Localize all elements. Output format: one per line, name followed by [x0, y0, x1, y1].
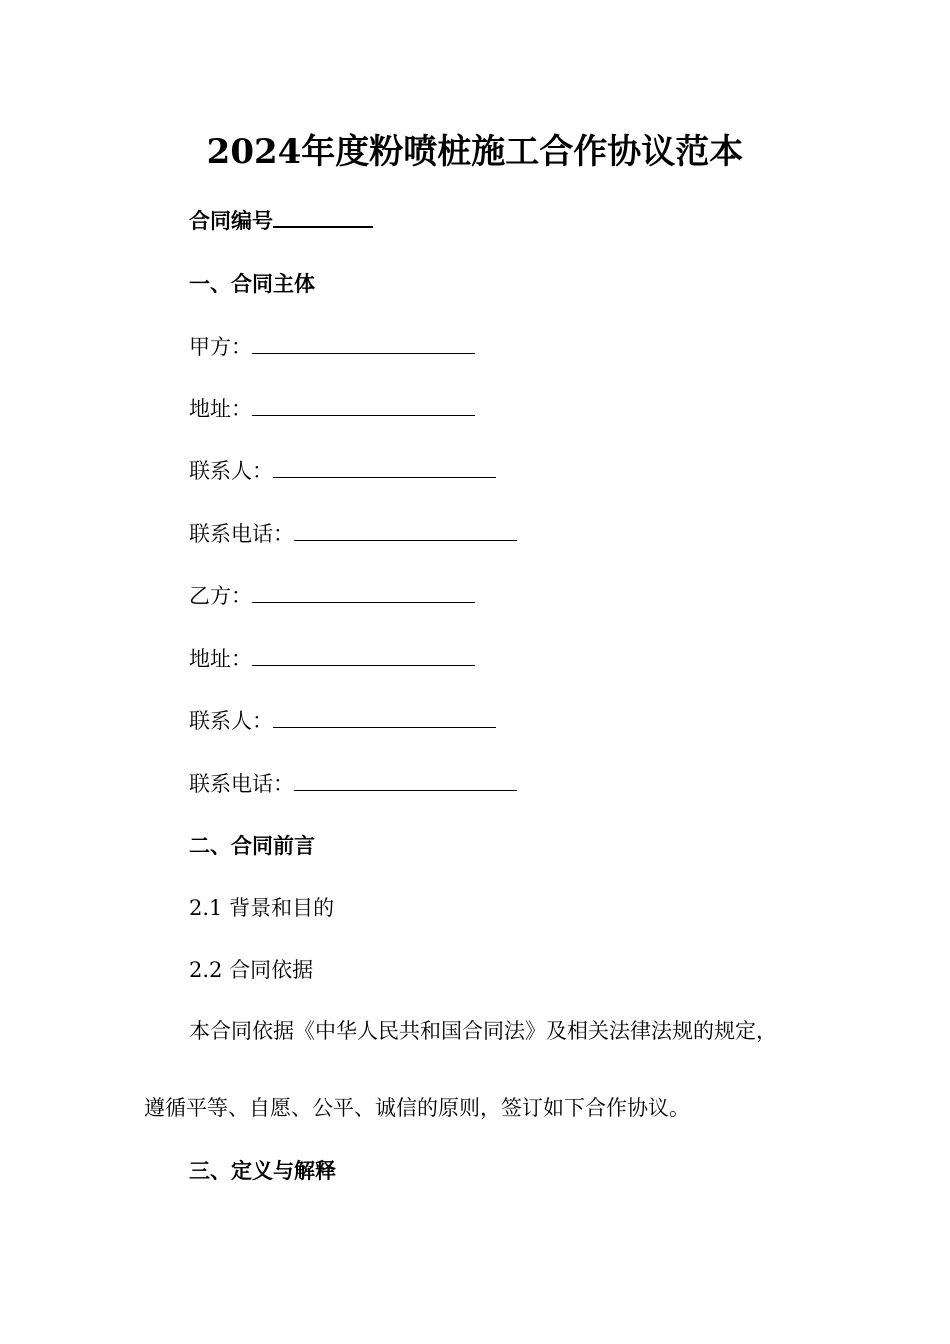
section2-paragraph-line-1: 本合同依据《中华人民共和国合同法》及相关法律法规的规定，	[189, 1019, 777, 1043]
party-a-phone-blank[interactable]	[294, 522, 517, 541]
contract-number-row	[189, 206, 373, 236]
section3-heading: 三、定义与解释	[189, 1158, 336, 1183]
party-b-phone-row	[189, 769, 517, 799]
contract-number-blank[interactable]	[273, 208, 373, 228]
party-a-blank[interactable]	[252, 335, 475, 354]
section2-heading: 二、合同前言	[189, 833, 315, 858]
document-title: 2024年度粉喷桩施工合作协议范本	[206, 132, 744, 172]
contract-number-label: 合同编号	[189, 208, 273, 233]
party-b-address-label: 地址：	[189, 647, 252, 671]
party-a-contact-label: 联系人：	[189, 459, 273, 483]
party-b-address-row	[189, 644, 475, 674]
party-b-label: 乙方：	[189, 584, 252, 608]
section2-paragraph-line-2: 遵循平等、自愿、公平、诚信的原则，签订如下合作协议。	[144, 1096, 690, 1120]
party-b-phone-label: 联系电话：	[189, 772, 294, 796]
party-a-phone-row	[189, 519, 517, 549]
party-b-row	[189, 581, 475, 611]
party-a-address-blank[interactable]	[252, 397, 475, 416]
party-b-contact-label: 联系人：	[189, 709, 273, 733]
party-a-contact-row	[189, 456, 496, 486]
party-a-address-label: 地址：	[189, 397, 252, 421]
party-b-phone-blank[interactable]	[294, 772, 517, 791]
section2-item-2: 2.2 合同依据	[189, 958, 314, 982]
party-b-contact-row	[189, 706, 496, 736]
party-b-address-blank[interactable]	[252, 647, 475, 666]
party-a-phone-label: 联系电话：	[189, 522, 294, 546]
party-b-blank[interactable]	[252, 584, 475, 603]
party-b-contact-blank[interactable]	[273, 709, 496, 728]
party-a-row	[189, 332, 475, 362]
section2-item-1: 2.1 背景和目的	[189, 896, 335, 920]
party-a-contact-blank[interactable]	[273, 459, 496, 478]
party-a-address-row	[189, 394, 475, 424]
section1-heading: 一、合同主体	[189, 271, 315, 296]
party-a-label: 甲方：	[189, 335, 252, 359]
